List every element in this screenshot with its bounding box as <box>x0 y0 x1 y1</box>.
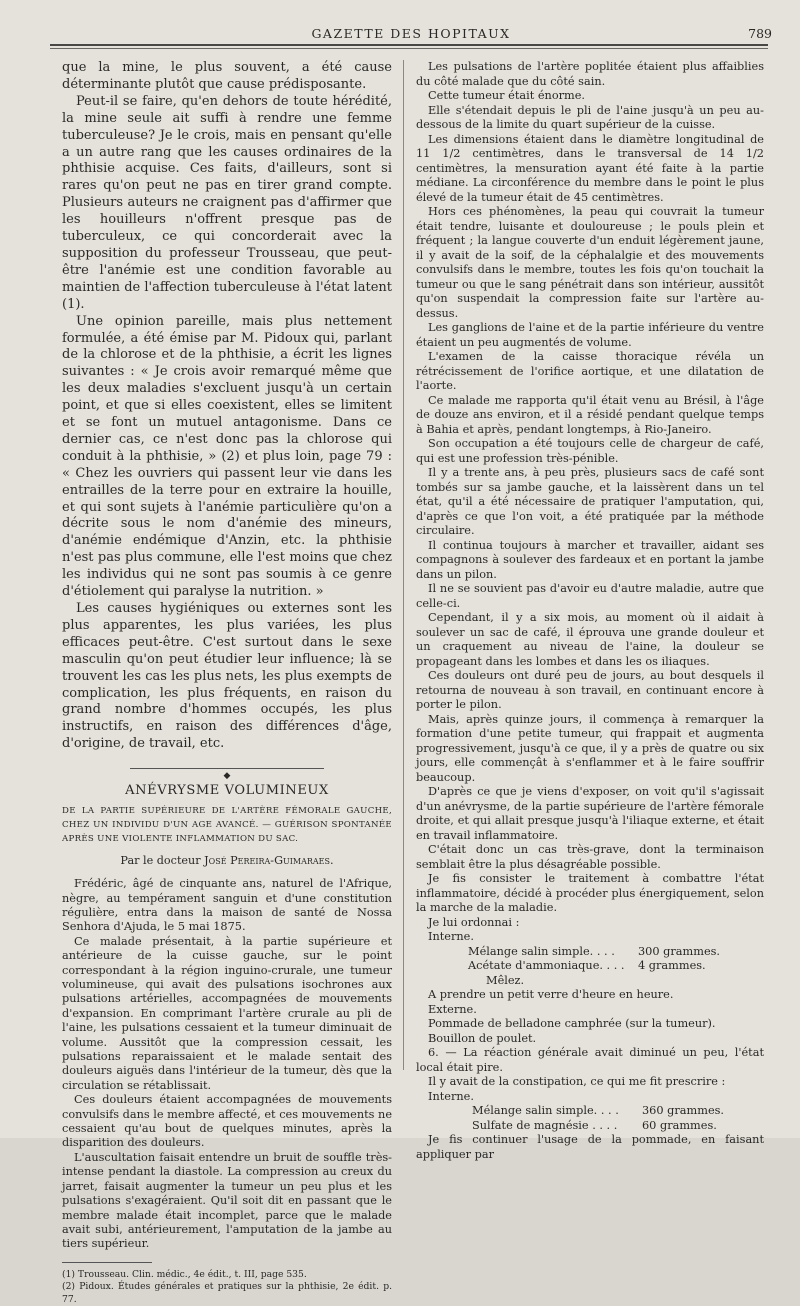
paragraph: Ces douleurs ont duré peu de jours, au bout desquels il retourna de nouveau à son travail, en continuant encore à porter le pilon. <box>416 669 764 711</box>
journal-title: GAZETTE DES HOPITAUX <box>311 26 511 41</box>
header-rule-thin <box>50 48 768 49</box>
article-title: ANÉVRYSME VOLUMINEUX <box>125 783 329 799</box>
ornament-glyph: ◆ <box>220 771 235 781</box>
paragraph: Elle s'étendait depuis le pli de l'aine jusqu'à un peu au-dessous de la limite du quart supérieur de la cuisse. <box>416 103 764 131</box>
paragraph: Son occupation a été toujours celle de chargeur de café, qui est une profession très-pénible. <box>416 437 764 465</box>
paragraph: que la mine, le plus souvent, a été cause déterminante plutôt que cause prédisposante. <box>62 60 392 92</box>
paragraph: Je fis continuer l'usage de la pommade, en faisant appliquer par <box>416 1133 764 1161</box>
drug-name: Sulfate de magnésie . . . . <box>472 1118 618 1132</box>
paragraph: Cependant, il y a six mois, au moment où il aidait à soulever un sac de café, il éprouva une grande douleur et un craquement au niveau de l'aine, la douleur se propageant dans les lombes et dans les os iliaques. <box>416 611 764 668</box>
paragraph: Je fis consister le traitement à combattre l'état inflammatoire, décidé à procéder plus énergiquement, selon la marche de la maladie. <box>416 872 764 914</box>
paragraph: Il y a trente ans, à peu près, plusieurs sacs de café sont tombés sur sa jambe gauche, et la laissèrent dans un tel état, qu'il a été nécessaire de pratiquer l'amputation, qui, d'après ce que l'on voit, a été pratiquée par la méthode circulaire. <box>416 466 764 537</box>
prescription-item <box>416 1119 764 1134</box>
prescription-1 <box>416 930 764 988</box>
author-name: José Pereira-Guimaraes. <box>204 854 334 868</box>
footnote-rule <box>62 1262 152 1263</box>
paragraph: Il continua toujours à marcher et travailler, aidant ses compagnons à soulever des fardeaux et en portant la jambe dans un pilon. <box>416 538 764 581</box>
author-prefix: Par le docteur <box>120 854 201 868</box>
paragraph: Ces douleurs étaient accompagnées de mouvements convulsifs dans le membre affecté, et ces mouvements ne cessaient qu'au bout de quelques minutes, après la disparition des douleurs. <box>62 1093 393 1150</box>
article-subtitle: DE LA PARTIE SUPÉRIEURE DE L'ARTÈRE FÉMORALE GAUCHE, CHEZ UN INDIVIDU D'UN AGE AVANCÉ. — GUÉRISON SPONTANÉE APRÈS UNE VIOLENTE INFLAMMATION DU SAC. <box>62 806 392 845</box>
left-column <box>62 60 393 1305</box>
prescription-item <box>416 945 764 960</box>
paragraph: D'après ce que je viens d'exposer, on voit qu'il s'agissait d'un anévrysme, de la partie supérieure de l'artère fémorale droite, et qui allait presque jusqu'à l'iliaque externe, et était en travail inflammatoire. <box>416 785 764 842</box>
prescription-item <box>416 1104 764 1119</box>
paragraph: Les causes hygiéniques ou externes sont les plus apparentes, les plus variées, les plus efficaces peut-être. C'est surtout dans le sexe masculin qu'on peut étudier leur influence; là se trouvent les cas les plus nets, les plus exempts de complication, les plus fréquents, en raison du grand nombre d'hommes occupés, les plus instructifs, en raison des différences d'âge, d'origine, de travail, etc. <box>62 601 392 752</box>
paragraph: Une opinion pareille, mais plus nettement formulée, a été émise par M. Pidoux qui, parlant de la chlorose et de la phthisie, a écrit les lignes suivantes : « Je crois avoir remarqué même que les deux maladies s'excluent jusqu'à un certain point, et que si elles coexistent, elles se limitent et se font un mutuel antagonisme. Dans ce dernier cas, ce n'est donc pas la chlorose qui conduit à la phthisie, » (2) et plus loin, page 79 : « Chez les ouvriers qui passent leur vie dans les entrailles de la terre pour en extraire la houille, et qui sont sujets à l'anémie particulière qu'on a décrite sous le nom d'anémie des mineurs, d'anémie endémique d'Anzin, etc. la phthisie n'est pas plus commune, elle l'est moins que chez les individus qui ne sont pas soumis à ce genre d'étiolement qui paralyse la nutrition. » <box>62 313 392 600</box>
article-author <box>62 854 392 867</box>
drug-name: Mélange salin simple. . . . <box>468 944 615 958</box>
header-rule <box>50 44 768 46</box>
paragraph: 6. — La réaction générale avait diminué un peu, l'état local était pire. <box>416 1046 764 1074</box>
right-column <box>416 60 764 1161</box>
drug-quantity: 4 grammes. <box>638 959 706 972</box>
paragraph: Les pulsations de l'artère poplitée étaient plus affaiblies du côté malade que du côté sain. <box>416 60 764 88</box>
paragraph: Ce malade me rapporta qu'il était venu au Brésil, à l'âge de douze ans environ, et il a résidé pendant quelque temps à Bahia et après, pendant longtemps, à Rio-Janeiro. <box>416 393 764 436</box>
paragraph: Il y avait de la constipation, ce qui me fit prescrire : <box>428 1075 726 1088</box>
drug-quantity: 300 grammes. <box>638 944 721 958</box>
prescription-item <box>416 959 764 974</box>
paragraph: Frédéric, âgé de cinquante ans, naturel de l'Afrique, nègre, au tempérament sanguin et d'une constitution régulière, entra dans la maison de santé de Nossa Senhora d'Ajuda, le 5 mai 1875. <box>62 877 392 934</box>
paragraph: A prendre un petit verre d'heure en heure. <box>428 988 674 1001</box>
prescription-label: Interne. <box>428 930 474 943</box>
drug-name: Acétate d'ammoniaque. . . . <box>468 959 625 972</box>
paragraph: Bouillon de poulet. <box>428 1031 537 1045</box>
paragraph: Les ganglions de l'aine et de la partie inférieure du ventre étaient un peu augmentés de volume. <box>416 321 764 349</box>
paragraph: L'examen de la caisse thoracique révéla un rétrécissement de l'orifice aortique, et une dilatation de l'aorte. <box>416 350 764 392</box>
drug-quantity: 360 grammes. <box>642 1104 725 1117</box>
drug-name: Mélange salin simple. . . . <box>472 1104 619 1117</box>
prescription-label: Interne. <box>428 1089 474 1103</box>
footnote: (2) Pidoux. Études générales et pratiques sur la phthisie, 2e édit. p. 77. <box>62 1281 392 1305</box>
footnote: (1) Trousseau. Clin. médic., 4e édit., t. III, page 535. <box>62 1268 307 1280</box>
section-ornament <box>62 763 392 782</box>
page-number: 789 <box>748 26 772 41</box>
page-header <box>50 20 772 41</box>
paragraph: Il ne se souvient pas d'avoir eu d'autre maladie, autre que celle-ci. <box>416 582 764 610</box>
paragraph: Hors ces phénomènes, la peau qui couvrait la tumeur était tendre, luisante et douloureuse ; le pouls plein et fréquent ; la langue couverte d'un enduit légèrement jaune, il y avait de la soif, de la céphalalgie et des mouvements convulsifs dans le membre, toutes les fois qu'on touchait la tumeur ou que le sang pénétrait dans son intérieur, aussitôt qu'on suspendait la compression faite sur l'artère au-dessus. <box>416 205 764 320</box>
prescription-mix: Mêlez. <box>486 973 525 987</box>
drug-quantity: 60 grammes. <box>642 1118 717 1132</box>
paragraph: Peut-il se faire, qu'en dehors de toute hérédité, la mine seule ait suffi à rendre une femme tuberculeuse? Je le crois, mais en pensant qu'elle a un autre rang que les causes ordinaires de la phthisie acquise. Ces faits, d'ailleurs, sont si rares qu'on peut ne pas en tirer grand compte. Plusieurs auteurs ne craignent pas d'affirmer que les houilleurs n'offrent presque pas de tuberculeux, ce qui concorderait avec la supposition du professeur Trousseau, que peut-être l'anémie est une condition favorable au maintien de l'affection tuberculeuse à l'état latent (1). <box>62 93 393 312</box>
paragraph: Ce malade présentait, à la partie supérieure et antérieure de la cuisse gauche, sur le point correspondant à la région inguino-crurale, une tumeur volumineuse, qui avait des pulsations isochrones aux pulsations artérielles, accompagnées de mouvements d'expansion. En comprimant l'artère crurale au pli de l'aine, les pulsations cessaient et la tumeur diminuait de volume. Aussitôt que la compression cessait, les pulsations reparaissaient et le malade sentait des douleurs aiguës dans l'intérieur de la tumeur, dès que la circulation se rétablissait. <box>62 934 392 1092</box>
paragraph: Mais, après quinze jours, il commença à remarquer la formation d'une petite tumeur, qui frappait et augmenta progressivement, jusqu'à ce que, il y a près de quatre ou six jours, elle commençât à s'enflammer et à le faire souffrir beaucoup. <box>416 712 764 784</box>
paragraph: Cette tumeur était énorme. <box>428 89 586 102</box>
paragraph: L'auscultation faisait entendre un bruit de souffle très-intense pendant la diastole. La compression au creux du jarret, faisait augmenter la tumeur un peu plus et les pulsations s'exagéraient. Qu'il soit dit en passant que le membre malade était incomplet, parce que le malade avait subi, antérieurement, l'amputation de la jambe au tiers supérieur. <box>62 1150 392 1251</box>
paragraph: C'était donc un cas très-grave, dont la terminaison semblait être la plus désagréable possible. <box>416 843 764 871</box>
paragraph: Les dimensions étaient dans le diamètre longitudinal de 11 1/2 centimètres, dans le transversal de 14 1/2 centimètres, la mensuration ayant été faite à la partie médiane. La circonférence du membre dans le point le plus élevé de la tumeur était de 45 centimètres. <box>416 132 764 204</box>
paragraph: Pommade de belladone camphrée (sur la tumeur). <box>428 1017 716 1030</box>
column-divider <box>403 60 404 1070</box>
prescription-2 <box>416 1090 764 1134</box>
paragraph: Externe. <box>428 1002 477 1016</box>
paragraph: Je lui ordonnai : <box>428 915 520 929</box>
